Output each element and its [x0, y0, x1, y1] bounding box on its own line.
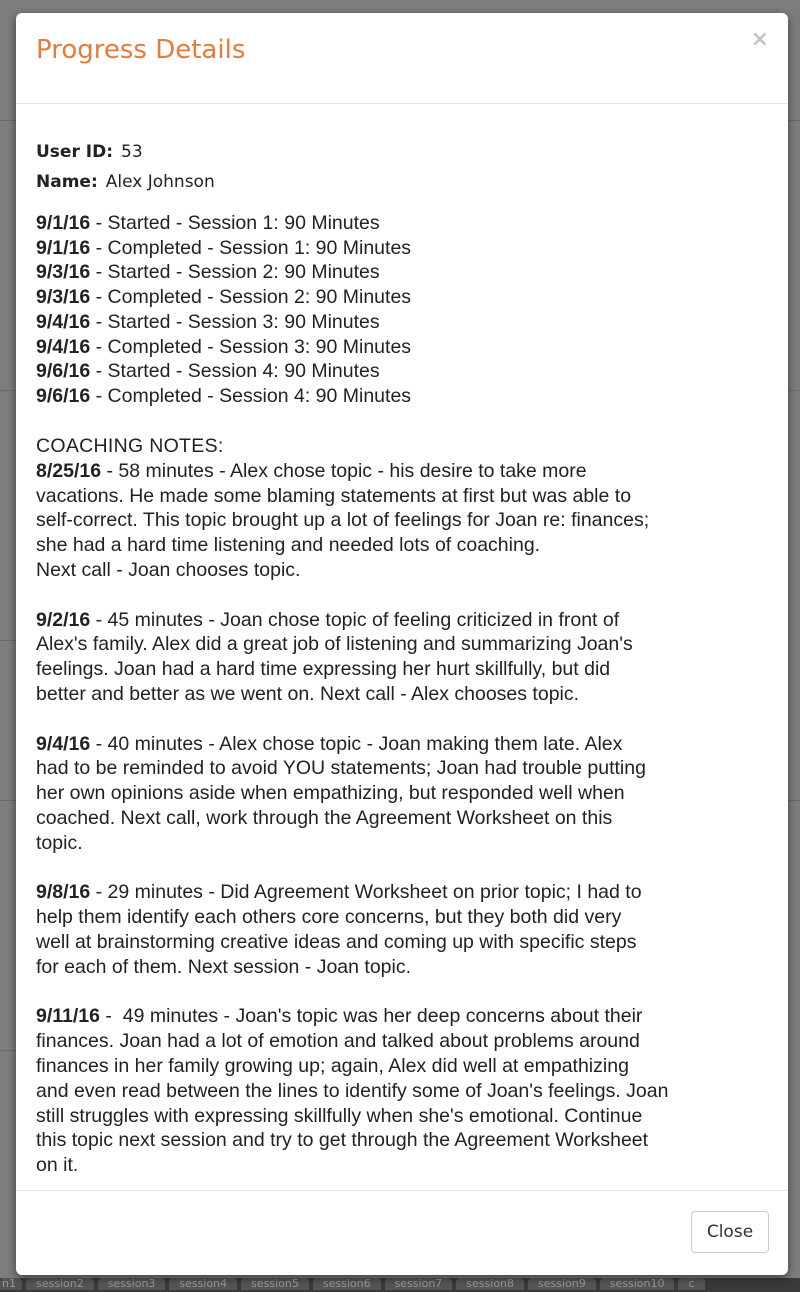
background-divider	[0, 640, 16, 641]
background-divider	[0, 1050, 16, 1051]
coaching-note-line	[36, 1128, 736, 1153]
user-id-label: User ID:	[36, 142, 113, 162]
coaching-note-line	[36, 732, 736, 757]
background-session-tabs	[0, 1278, 800, 1292]
coaching-note-text: better and better as we went on. Next call - Alex chooses topic.	[36, 682, 580, 705]
log-entry-date: 9/4/16	[36, 310, 91, 333]
coaching-note-line	[36, 1054, 736, 1079]
session-log	[36, 211, 736, 409]
coaching-note-text: on it.	[36, 1154, 79, 1177]
coaching-note-text: finances. Joan had a lot of emotion and talked about problems around	[36, 1030, 640, 1053]
modal-body	[16, 104, 788, 1191]
coaching-note-text: vacations. He made some blaming statements at first but was able to	[36, 484, 632, 507]
background-divider	[788, 390, 800, 391]
coaching-note	[36, 459, 736, 583]
log-entry	[36, 335, 736, 360]
coaching-note-text: - 45 minutes - Joan chose topic of feeling criticized in front of	[90, 608, 620, 631]
coaching-note-text: feelings. Joan had a hard time expressing her hurt skillfully, but did	[36, 658, 611, 681]
coaching-note-line	[36, 756, 736, 781]
coaching-note-line	[36, 1004, 736, 1029]
coaching-note-line	[36, 1153, 736, 1178]
coaching-note-text: coached. Next call, work through the Agreement Worksheet on this	[36, 806, 613, 829]
background-divider	[788, 120, 800, 121]
background-session-tab: session9	[528, 1278, 596, 1290]
coaching-note-line	[36, 806, 736, 831]
coaching-note-text: well at brainstorming creative ideas and coming up with specific steps	[36, 930, 637, 953]
coaching-note-text: help them identify each others core concerns, but they both did very	[36, 906, 622, 929]
log-entry-text: - Started - Session 2: 90 Minutes	[90, 261, 380, 284]
coaching-note-line	[36, 484, 736, 509]
coaching-note-text: topic.	[36, 831, 83, 854]
coaching-note-line	[36, 682, 736, 707]
coaching-note-line	[36, 533, 736, 558]
coaching-note	[36, 1004, 736, 1178]
log-entry-text: - Started - Session 1: 90 Minutes	[90, 212, 380, 234]
log-entry-date: 9/1/16	[36, 236, 91, 259]
log-entry-date: 9/3/16	[36, 286, 91, 309]
coaching-note-text: and even read between the lines to identify some of Joan's feelings. Joan	[36, 1079, 669, 1102]
log-entry-text: - Completed - Session 1: 90 Minutes	[90, 236, 412, 259]
name-label: Name:	[36, 172, 98, 192]
coaching-note-date: 8/25/16	[36, 459, 102, 482]
coaching-note-text: for each of them. Next session - Joan topic.	[36, 955, 412, 978]
coaching-note-text: had to be reminded to avoid YOU statements; Joan had trouble putting	[36, 757, 646, 780]
coaching-note-text: - 29 minutes - Did Agreement Worksheet on prior topic; I had to	[90, 881, 642, 904]
coaching-note-line	[36, 1104, 736, 1129]
background-session-tab: session6	[313, 1278, 381, 1290]
background-session-tab: session8	[456, 1278, 524, 1290]
log-entry-text: - Started - Session 3: 90 Minutes	[90, 310, 380, 333]
log-entry-date: 9/1/16	[36, 212, 91, 234]
coaching-notes-heading: COACHING NOTES:	[36, 435, 224, 457]
coaching-note	[36, 608, 736, 707]
coaching-note-date: 9/2/16	[36, 608, 91, 631]
log-entry	[36, 384, 736, 409]
coaching-note-text: finances in her family growing up; again, Alex did well at empathizing	[36, 1054, 629, 1077]
coaching-note-line	[36, 657, 736, 682]
coaching-note-line	[36, 831, 736, 856]
log-entry-date: 9/6/16	[36, 384, 91, 407]
log-entry	[36, 285, 736, 310]
coaching-note	[36, 880, 736, 979]
coaching-note-text: Next call - Joan chooses topic.	[36, 558, 301, 581]
progress-details-modal	[16, 13, 788, 1275]
log-entry	[36, 310, 736, 335]
coaching-note-line	[36, 1029, 736, 1054]
coaching-note-line	[36, 880, 736, 905]
coaching-note-line	[36, 781, 736, 806]
log-entry-text: - Completed - Session 4: 90 Minutes	[90, 384, 412, 407]
log-entry-text: - Completed - Session 3: 90 Minutes	[90, 335, 412, 358]
coaching-note-text: - 58 minutes - Alex chose topic - his desire to take more	[101, 459, 587, 482]
coaching-notes	[36, 434, 736, 1203]
close-icon[interactable]: ×	[750, 27, 769, 52]
log-entry-date: 9/3/16	[36, 261, 91, 284]
coaching-note-line	[36, 1079, 736, 1104]
background-divider	[0, 800, 16, 801]
log-entry-text: - Completed - Session 2: 90 Minutes	[90, 286, 412, 309]
background-divider	[0, 390, 16, 391]
modal-header	[16, 13, 788, 104]
coaching-note	[36, 732, 736, 856]
coaching-note-line	[36, 608, 736, 633]
log-entry-date: 9/6/16	[36, 360, 91, 383]
user-id-value: 53	[121, 142, 143, 162]
name-row	[36, 172, 215, 192]
modal-footer	[16, 1190, 788, 1275]
coaching-note-line	[36, 905, 736, 930]
coaching-note-line	[36, 459, 736, 484]
coaching-note-text: she had a hard time listening and needed lots of coaching.	[36, 534, 541, 557]
background-session-tab: session5	[241, 1278, 309, 1290]
coaching-note-date: 9/8/16	[36, 881, 91, 904]
log-entry	[36, 236, 736, 261]
background-divider	[0, 120, 16, 121]
name-value: Alex Johnson	[105, 172, 215, 192]
background-session-tab: c	[678, 1278, 704, 1290]
background-divider	[788, 800, 800, 801]
background-session-tab: session10	[600, 1278, 675, 1290]
coaching-note-text: this topic next session and try to get through the Agreement Worksheet	[36, 1129, 649, 1152]
background-session-tab: session3	[98, 1278, 166, 1290]
coaching-note-text: Alex's family. Alex did a great job of listening and summarizing Joan's	[36, 633, 633, 656]
log-entry	[36, 260, 736, 285]
coaching-note-date: 9/11/16	[36, 1005, 100, 1028]
coaching-note-text: still struggles with expressing skillfully when she's emotional. Continue	[36, 1104, 643, 1127]
log-entry	[36, 359, 736, 384]
log-entry	[36, 211, 736, 236]
log-entry-date: 9/4/16	[36, 335, 91, 358]
coaching-note-text: - 40 minutes - Alex chose topic - Joan making them late. Alex	[90, 732, 623, 755]
coaching-note-text: self-correct. This topic brought up a lot of feelings for Joan re: finances;	[36, 509, 650, 532]
coaching-note-date: 9/4/16	[36, 732, 91, 755]
coaching-note-line	[36, 955, 736, 980]
coaching-note-line	[36, 930, 736, 955]
user-id-row	[36, 142, 143, 162]
coaching-note-text: - 49 minutes - Joan's topic was her deep concerns about their	[99, 1005, 643, 1028]
coaching-note-line	[36, 632, 736, 657]
background-session-tab: session7	[385, 1278, 453, 1290]
close-button[interactable]: Close	[691, 1211, 769, 1253]
coaching-note-line	[36, 558, 736, 583]
modal-title: Progress Details	[36, 35, 246, 65]
background-session-tab: session4	[169, 1278, 237, 1290]
coaching-note-line	[36, 508, 736, 533]
background-session-tab: n1	[0, 1278, 22, 1290]
coaching-note-text: her own opinions aside when empathizing, but responded well when	[36, 782, 625, 805]
background-session-tab: session2	[26, 1278, 94, 1290]
log-entry-text: - Started - Session 4: 90 Minutes	[90, 360, 380, 383]
